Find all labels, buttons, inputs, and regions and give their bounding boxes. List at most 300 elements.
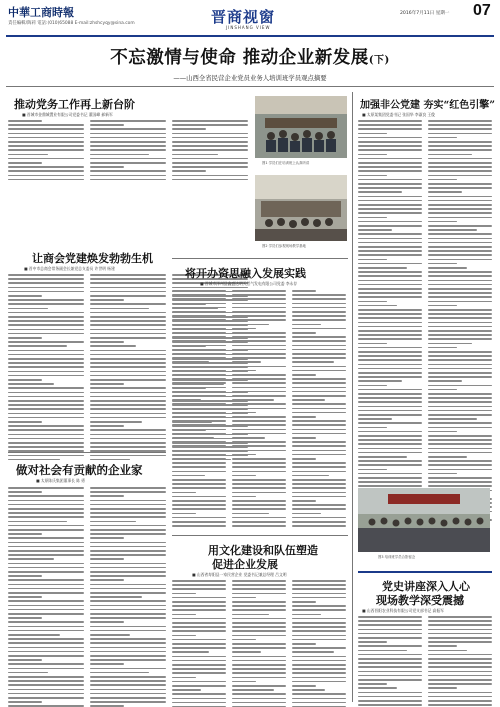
text-line	[172, 370, 226, 372]
text-line	[8, 303, 84, 305]
text-line	[172, 175, 248, 177]
text-line	[90, 438, 166, 440]
text-line	[358, 242, 422, 244]
page-headline	[0, 44, 500, 69]
text-line	[292, 420, 346, 422]
article-5-title: 用文化建设和队伍塑造	[208, 544, 318, 557]
text-line	[358, 330, 422, 332]
text-line	[172, 395, 226, 397]
text-line	[232, 412, 256, 414]
article-1-byline: ■ 晋城市金鼎城置业有限公司党委书记 董国峰 郝新军	[22, 112, 113, 117]
text-line	[90, 170, 166, 172]
text-line	[172, 179, 248, 181]
text-line	[232, 698, 286, 700]
text-line	[232, 651, 261, 653]
text-line	[428, 401, 492, 403]
text-line	[232, 500, 286, 502]
text-line	[8, 495, 84, 497]
text-line	[358, 662, 422, 664]
text-line	[358, 137, 422, 139]
text-line	[8, 396, 84, 398]
text-line	[358, 145, 422, 147]
text-line	[90, 512, 166, 514]
text-line	[292, 693, 346, 695]
text-line	[90, 308, 149, 310]
text-line	[90, 571, 166, 573]
text-line	[292, 328, 346, 330]
text-line	[8, 596, 42, 598]
text-line	[292, 660, 346, 662]
text-line	[8, 542, 84, 544]
text-line	[8, 500, 84, 502]
text-line	[428, 485, 492, 487]
text-line	[358, 666, 422, 668]
text-line	[292, 525, 346, 527]
text-line	[90, 303, 166, 305]
text-line	[428, 343, 472, 345]
headline-divider	[6, 86, 494, 87]
text-line	[8, 421, 42, 423]
text-line	[90, 605, 166, 607]
text-line	[172, 605, 226, 607]
text-line	[358, 221, 422, 223]
text-line	[90, 345, 136, 347]
text-line	[292, 496, 346, 498]
text-line	[358, 343, 387, 345]
text-line	[172, 643, 226, 645]
text-line	[172, 336, 226, 338]
text-line	[90, 149, 166, 151]
text-line	[8, 680, 84, 682]
text-line	[90, 701, 166, 703]
text-line	[292, 437, 316, 439]
text-line	[172, 614, 196, 616]
text-line	[172, 454, 226, 456]
text-line	[292, 588, 346, 590]
text-line	[232, 492, 286, 494]
text-line	[8, 387, 84, 389]
text-line	[8, 434, 84, 436]
text-line	[232, 290, 286, 292]
text-line	[428, 481, 492, 483]
text-line	[232, 685, 286, 687]
text-line	[8, 274, 84, 276]
text-line	[358, 280, 422, 282]
text-line	[358, 641, 387, 643]
text-line	[428, 137, 457, 139]
text-line	[8, 379, 42, 381]
text-line	[8, 571, 84, 573]
text-line	[292, 580, 346, 582]
text-line	[358, 620, 422, 622]
text-line	[232, 681, 256, 683]
text-line	[428, 254, 492, 256]
text-line	[8, 120, 42, 122]
text-line	[172, 689, 201, 691]
text-line	[90, 145, 166, 147]
text-line	[232, 454, 256, 456]
text-line	[172, 158, 248, 160]
text-line	[8, 697, 84, 699]
text-line	[172, 618, 226, 620]
text-line	[8, 512, 84, 514]
text-line	[358, 288, 422, 290]
text-line	[358, 284, 422, 286]
text-line	[232, 357, 286, 359]
text-line	[358, 406, 422, 408]
text-line	[8, 546, 84, 548]
text-line	[90, 434, 166, 436]
text-line	[90, 487, 166, 489]
article-2-body	[90, 274, 166, 463]
article-2-byline: ■ 晋中市总商会常务副会长兼党总支委员 许世明 杨建	[24, 266, 115, 271]
article-2-title: 让商会党建焕发勃勃生机	[32, 252, 153, 265]
article-1-body	[172, 120, 248, 183]
text-line	[8, 291, 84, 293]
text-line	[90, 358, 166, 360]
text-line	[358, 485, 422, 487]
text-line	[172, 500, 226, 502]
text-line	[172, 466, 226, 468]
text-line	[358, 456, 407, 458]
text-line	[90, 429, 166, 431]
text-line	[428, 393, 492, 395]
text-line	[232, 668, 286, 670]
text-line	[358, 431, 422, 433]
text-line	[172, 387, 226, 389]
text-line	[8, 329, 84, 331]
text-line	[232, 315, 286, 317]
text-line	[90, 500, 166, 502]
text-line	[8, 417, 84, 419]
text-line	[428, 175, 492, 177]
text-line	[90, 158, 166, 160]
text-line	[358, 616, 422, 618]
text-line	[232, 433, 286, 435]
text-line	[428, 414, 492, 416]
text-line	[90, 617, 166, 619]
text-line	[292, 290, 316, 292]
text-line	[292, 458, 316, 460]
text-line	[172, 298, 226, 300]
text-line	[172, 416, 226, 418]
text-line	[358, 254, 422, 256]
text-line	[8, 124, 84, 126]
text-line	[8, 537, 84, 539]
text-line	[358, 133, 387, 135]
text-line	[292, 378, 346, 380]
text-line	[428, 351, 492, 353]
text-line	[428, 284, 492, 286]
text-line	[232, 395, 286, 397]
text-line	[292, 370, 346, 372]
text-line	[428, 196, 492, 198]
text-line	[8, 659, 42, 661]
page-subheadline: ——山西全省民营企业党员业务人培训班学员观点摘要	[173, 74, 327, 82]
text-line	[428, 443, 492, 445]
article-4-body	[172, 290, 226, 529]
text-line	[428, 229, 477, 231]
text-line	[90, 329, 166, 331]
text-line	[358, 179, 422, 181]
text-line	[292, 391, 346, 393]
text-line	[90, 542, 166, 544]
text-line	[428, 217, 492, 219]
text-line	[172, 424, 226, 426]
text-line	[232, 349, 286, 351]
text-line	[172, 403, 226, 405]
text-line	[428, 263, 457, 265]
text-line	[358, 313, 422, 315]
text-line	[172, 399, 201, 401]
text-line	[172, 693, 226, 695]
article-2-body	[8, 274, 84, 463]
text-line	[428, 225, 492, 227]
text-line	[292, 668, 346, 670]
text-line	[8, 400, 84, 402]
text-line	[428, 158, 492, 160]
text-line	[292, 395, 346, 397]
text-line	[232, 660, 286, 662]
text-line	[232, 702, 286, 704]
text-line	[90, 282, 166, 284]
text-line	[428, 448, 492, 450]
text-line	[8, 278, 84, 280]
text-line	[8, 516, 84, 518]
article-3-divider	[8, 452, 166, 453]
text-line	[428, 679, 492, 681]
text-line	[8, 689, 84, 691]
text-line	[358, 414, 422, 416]
text-line	[232, 420, 286, 422]
text-line	[428, 410, 492, 412]
text-line	[292, 349, 346, 351]
text-line	[172, 458, 226, 460]
text-line	[358, 380, 402, 382]
text-line	[292, 647, 346, 649]
text-line	[292, 357, 346, 359]
text-line	[428, 620, 492, 622]
text-line	[428, 359, 492, 361]
text-line	[90, 516, 166, 518]
text-line	[358, 309, 422, 311]
text-line	[90, 354, 166, 356]
text-line	[428, 439, 492, 441]
text-line	[172, 353, 226, 355]
text-line	[172, 462, 226, 464]
text-line	[428, 145, 492, 147]
text-line	[292, 601, 316, 603]
text-line	[90, 287, 166, 289]
text-line	[8, 295, 42, 297]
text-line	[358, 464, 422, 466]
text-line	[232, 597, 256, 599]
text-line	[8, 154, 48, 156]
text-line	[232, 399, 274, 401]
text-line	[8, 145, 84, 147]
text-line	[358, 633, 422, 635]
text-line	[292, 332, 316, 334]
article-5-divider	[172, 535, 348, 536]
text-line	[428, 191, 462, 193]
text-line	[232, 340, 286, 342]
photo-site-visit	[255, 175, 347, 241]
text-line	[428, 166, 492, 168]
text-line	[172, 588, 226, 590]
text-line	[90, 341, 124, 343]
text-line	[428, 275, 492, 277]
text-line	[428, 133, 492, 135]
text-line	[90, 693, 166, 695]
text-line	[358, 385, 387, 387]
text-line	[428, 650, 467, 652]
text-line	[90, 446, 166, 448]
text-line	[428, 246, 492, 248]
text-line	[358, 166, 422, 168]
text-line	[232, 298, 286, 300]
text-line	[358, 448, 422, 450]
text-line	[232, 656, 286, 658]
text-line	[172, 626, 226, 628]
text-line	[292, 609, 346, 611]
text-line	[358, 120, 422, 122]
text-line	[428, 149, 492, 151]
text-line	[358, 141, 422, 143]
headline-text: 不忘激情与使命 推动企业新发展	[110, 48, 369, 68]
text-line	[232, 366, 286, 368]
text-line	[8, 554, 84, 556]
text-line	[172, 597, 226, 599]
text-line	[172, 475, 205, 477]
text-line	[172, 311, 226, 313]
text-line	[172, 307, 226, 309]
header-divider	[6, 35, 494, 37]
text-line	[8, 638, 84, 640]
text-line	[8, 455, 84, 457]
text-line	[428, 338, 492, 340]
text-line	[172, 374, 226, 376]
text-line	[90, 546, 166, 548]
text-line	[428, 124, 492, 126]
text-line	[232, 593, 286, 595]
text-line	[90, 400, 166, 402]
text-line	[232, 370, 256, 372]
text-line	[292, 614, 321, 616]
text-line	[292, 462, 346, 464]
article-1-body	[90, 120, 166, 183]
text-line	[172, 580, 226, 582]
text-line	[172, 170, 206, 172]
text-line	[172, 445, 226, 447]
text-line	[358, 292, 422, 294]
text-line	[232, 387, 286, 389]
text-line	[428, 385, 492, 387]
text-line	[292, 311, 346, 313]
section-logo: 晋商视窗	[211, 8, 276, 26]
text-line	[172, 601, 226, 603]
text-line	[358, 683, 387, 685]
text-line	[428, 309, 492, 311]
text-line	[8, 312, 84, 314]
text-line	[172, 487, 226, 489]
text-line	[292, 441, 346, 443]
text-line	[90, 588, 166, 590]
text-line	[292, 593, 346, 595]
text-line	[428, 456, 467, 458]
text-line	[172, 504, 226, 506]
text-line	[292, 324, 321, 326]
text-line	[292, 466, 346, 468]
article-4-body	[232, 290, 286, 529]
text-line	[90, 642, 166, 644]
text-line	[90, 141, 166, 143]
text-line	[358, 389, 422, 391]
text-line	[172, 593, 196, 595]
text-line	[428, 654, 492, 656]
text-line	[172, 149, 248, 151]
text-line	[8, 170, 84, 172]
text-line	[8, 179, 84, 181]
text-line	[428, 452, 492, 454]
text-line	[428, 473, 457, 475]
text-line	[358, 305, 397, 307]
text-line	[172, 525, 226, 527]
text-line	[8, 299, 84, 301]
text-line	[90, 491, 166, 493]
text-line	[428, 671, 492, 673]
text-line	[8, 341, 84, 343]
text-line	[172, 508, 226, 510]
article-7-title: 党史讲座深入人心	[382, 580, 470, 593]
article-4-body	[292, 290, 346, 529]
text-line	[90, 404, 166, 406]
text-line	[90, 672, 149, 674]
text-line	[358, 229, 392, 231]
text-line	[428, 666, 492, 668]
text-line	[90, 689, 166, 691]
text-line	[172, 378, 226, 380]
text-line	[292, 643, 316, 645]
text-line	[172, 328, 226, 330]
text-line	[8, 588, 84, 590]
text-line	[90, 124, 124, 126]
text-line	[428, 435, 492, 437]
text-line	[428, 641, 492, 643]
text-line	[172, 437, 214, 439]
text-line	[428, 204, 492, 206]
text-line	[172, 412, 226, 414]
text-line	[232, 588, 286, 590]
text-line	[232, 622, 286, 624]
text-line	[90, 609, 166, 611]
text-line	[172, 630, 226, 632]
text-line	[232, 513, 269, 515]
text-line	[172, 513, 196, 515]
text-line	[8, 563, 84, 565]
text-line	[172, 429, 226, 431]
text-line	[292, 433, 346, 435]
photo-2-caption: 图2 学员们参观现场教学基地	[262, 244, 306, 248]
text-line	[90, 592, 166, 594]
text-line	[358, 196, 422, 198]
text-line	[232, 450, 286, 452]
text-line	[90, 600, 166, 602]
text-line	[90, 495, 124, 497]
text-line	[358, 246, 422, 248]
text-line	[292, 605, 346, 607]
text-line	[90, 668, 166, 670]
text-line	[90, 521, 136, 523]
